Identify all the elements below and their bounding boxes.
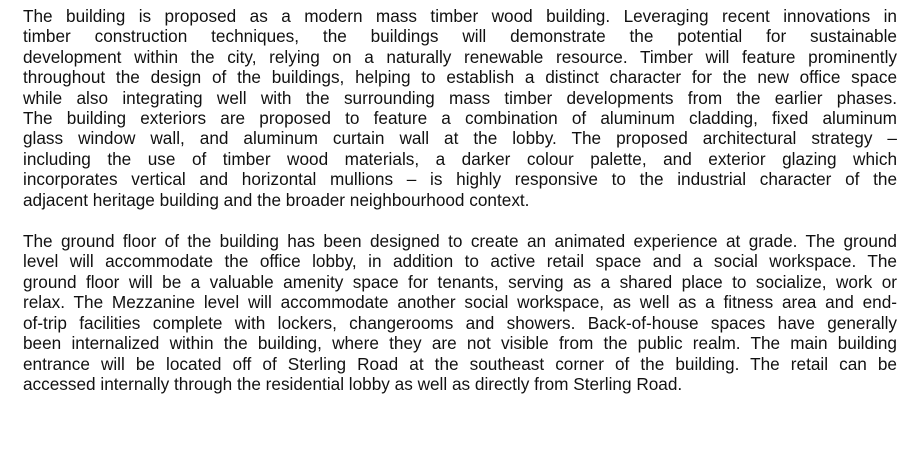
paragraph-ground-floor — [23, 231, 897, 394]
paragraph-building-design — [23, 6, 897, 210]
text-line: entrance will be located off of Sterling Road at the southeast corner of the building. The retail can be — [23, 353, 897, 374]
document-body — [23, 6, 897, 394]
text-line: glass window wall, and aluminum curtain wall at the lobby. The proposed architectural strategy – — [23, 128, 897, 149]
text-line: including the use of timber wood materials, a darker colour palette, and exterior glazing which — [23, 148, 897, 169]
text-line: relax. The Mezzanine level will accommodate another social workspace, as well as a fitness area and end- — [23, 292, 897, 313]
text-line: The building is proposed as a modern mass timber wood building. Leveraging recent innovations in — [23, 6, 897, 26]
text-line: incorporates vertical and horizontal mullions – is highly responsive to the industrial character of the — [23, 169, 897, 190]
text-line: throughout the design of the buildings, helping to establish a distinct character for the new office space — [23, 67, 897, 88]
text-line: The building exteriors are proposed to feature a combination of aluminum cladding, fixed aluminum — [23, 108, 897, 129]
paragraph-spacer — [23, 210, 897, 231]
text-line: timber construction techniques, the buildings will demonstrate the potential for sustainable — [23, 26, 897, 47]
text-line: been internalized within the building, where they are not visible from the public realm. The main building — [23, 333, 897, 354]
text-line: level will accommodate the office lobby, in addition to active retail space and a social workspace. The — [23, 251, 897, 272]
text-line: accessed internally through the residential lobby as well as directly from Sterling Road. — [23, 373, 683, 394]
text-line: development within the city, relying on a naturally renewable resource. Timber will feature prominently — [23, 46, 897, 67]
text-line: adjacent heritage building and the broader neighbourhood context. — [23, 189, 530, 210]
text-line: The ground floor of the building has been designed to create an animated experience at grade. The ground — [23, 231, 897, 252]
text-line: while also integrating well with the surrounding mass timber developments from the earlier phases. — [23, 87, 897, 108]
text-line: ground floor will be a valuable amenity space for tenants, serving as a shared place to socialize, work or — [23, 271, 897, 292]
text-line: of-trip facilities complete with lockers, changerooms and showers. Back-of-house spaces have generally — [23, 312, 897, 333]
